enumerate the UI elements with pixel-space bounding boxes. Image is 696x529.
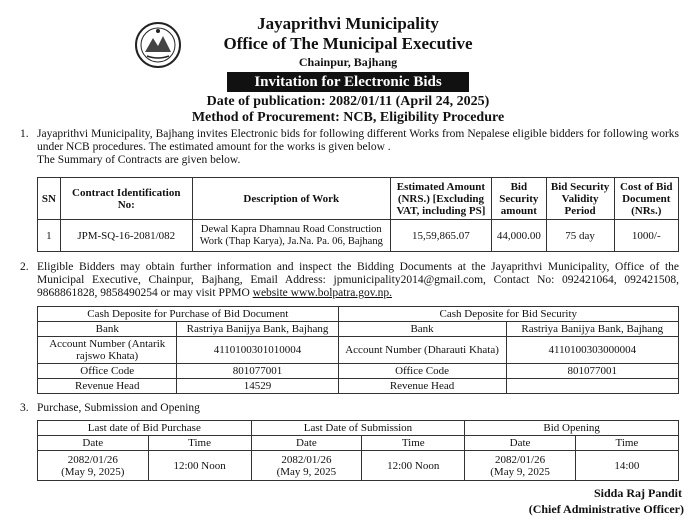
col-cost: Cost of Bid Document (NRs.) xyxy=(614,178,678,220)
location: Chainpur, Bajhang xyxy=(298,55,398,69)
purchase-time-label: Time xyxy=(148,436,251,451)
signatory-name: Sidda Raj Pandit xyxy=(593,486,682,500)
deposit-left-title: Cash Deposite for Purchase of Bid Document xyxy=(38,307,339,322)
cell-bid-security: 44,000.00 xyxy=(491,220,546,252)
left-bank-label: Bank xyxy=(38,322,177,337)
submission-title: Last Date of Submission xyxy=(251,421,465,436)
contracts-table xyxy=(37,177,679,252)
org-name: Jayaprithvi Municipality xyxy=(257,14,439,33)
opening-date-en: (May 9, 2025 xyxy=(490,465,550,478)
col-description: Description of Work xyxy=(192,178,390,220)
opening-title: Bid Opening xyxy=(465,421,679,436)
section-2-text xyxy=(37,261,679,300)
cell-description: Dewal Kapra Dhamnau Road Construction Work (Thap Karya), Ja.Na. Pa. 06, Bajhang xyxy=(192,220,390,252)
deposit-right-title: Cash Deposite for Bid Security xyxy=(338,307,678,322)
left-bank-value: Rastriya Banijya Bank, Bajhang xyxy=(177,322,338,337)
cell-sn: 1 xyxy=(38,220,61,252)
ppmo-website-link[interactable]: website www.bolpatra.gov.np. xyxy=(252,287,392,299)
section-1-text xyxy=(37,128,679,167)
purchase-date: 2082/01/26 xyxy=(67,453,118,466)
section-1-summary: The Summary of Contracts are given below. xyxy=(37,154,241,166)
right-bank-value: Rastriya Banijya Bank, Bajhang xyxy=(506,322,678,337)
right-revenue-value xyxy=(506,379,678,394)
col-validity: Bid Security Validity Period xyxy=(546,178,614,220)
section-2-body: Eligible Bidders may obtain further information and inspect the Bidding Documents at the Jayaprithvi Municipality, Office of the Municipal Executive, Chainpur, Bajhang, Email Address: jpmunicipality2014@gmail.com, Contact No: 092421064, 092421508, 9868861828, 9858490254 or may visit PPMO xyxy=(37,261,679,299)
purchase-date-label: Date xyxy=(38,436,149,451)
section-1-intro: Jayaprithvi Municipality, Bajhang invites Electronic bids for following different Works from Nepalese eligible bidders for following works under NCB procedures. The estimated amount for the works is given below . xyxy=(37,128,679,153)
purchase-title: Last date of Bid Purchase xyxy=(38,421,252,436)
signatory-title: (Chief Administrative Officer) xyxy=(528,502,684,516)
section-3-number: 3. xyxy=(20,402,29,414)
col-sn: SN xyxy=(38,178,61,220)
left-revenue-value: 14529 xyxy=(177,379,338,394)
cell-cost: 1000/- xyxy=(614,220,678,252)
submission-date-label: Date xyxy=(251,436,362,451)
col-bid-security: Bid Security amount xyxy=(491,178,546,220)
procurement-method: Method of Procurement: NCB, Eligibility Procedure xyxy=(191,110,505,125)
col-contract-id: Contract Identification No: xyxy=(60,178,192,220)
right-office-label: Office Code xyxy=(338,364,506,379)
submission-time: 12:00 Noon xyxy=(362,451,465,481)
submission-date-cell xyxy=(251,451,362,481)
publication-date: Date of publication: 2082/01/11 (April 24, 2025) xyxy=(206,94,490,109)
submission-date: 2082/01/26 xyxy=(281,453,332,466)
left-account-value: 4110100301010004 xyxy=(177,337,338,364)
submission-time-label: Time xyxy=(362,436,465,451)
office-name: Office of The Municipal Executive xyxy=(223,34,473,53)
cell-estimated: 15,59,865.07 xyxy=(390,220,491,252)
left-account-label: Account Number (Antarik rajswo Khata) xyxy=(38,337,177,364)
opening-date-cell xyxy=(465,451,576,481)
dates-table xyxy=(37,420,679,481)
table-row xyxy=(38,220,679,252)
section-1-number: 1. xyxy=(20,128,29,140)
purchase-date-en: (May 9, 2025) xyxy=(61,465,125,478)
cell-contract-id: JPM-SQ-16-2081/082 xyxy=(60,220,192,252)
cell-validity: 75 day xyxy=(546,220,614,252)
left-revenue-label: Revenue Head xyxy=(38,379,177,394)
submission-date-en: (May 9, 2025 xyxy=(276,465,337,478)
left-office-value: 801077001 xyxy=(177,364,338,379)
section-2-number: 2. xyxy=(20,261,29,273)
right-account-label: Account Number (Dharauti Khata) xyxy=(338,337,506,364)
opening-date: 2082/01/26 xyxy=(494,453,546,466)
col-estimated: Estimated Amount (NRS.) [Excluding VAT, including PS] xyxy=(390,178,491,220)
opening-time-label: Time xyxy=(575,436,678,451)
right-bank-label: Bank xyxy=(338,322,506,337)
section-3-title: Purchase, Submission and Opening xyxy=(37,402,200,414)
notice-banner: Invitation for Electronic Bids xyxy=(227,72,469,92)
opening-time: 14:00 xyxy=(575,451,678,481)
purchase-date-cell xyxy=(38,451,149,481)
purchase-time: 12:00 Noon xyxy=(148,451,251,481)
right-account-value: 4110100303000004 xyxy=(506,337,678,364)
deposit-table xyxy=(37,306,679,394)
right-revenue-label: Revenue Head xyxy=(338,379,506,394)
opening-date-label: Date xyxy=(465,436,576,451)
left-office-label: Office Code xyxy=(38,364,177,379)
right-office-value: 801077001 xyxy=(506,364,678,379)
